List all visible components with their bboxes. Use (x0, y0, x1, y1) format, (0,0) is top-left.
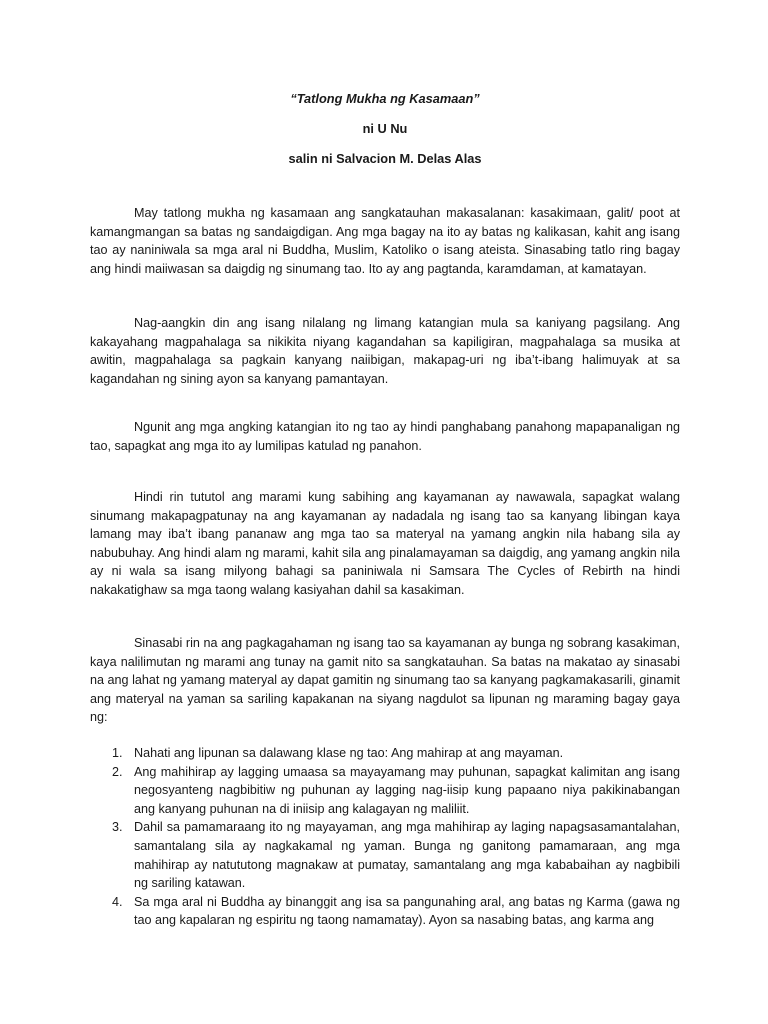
list-item (90, 818, 680, 892)
paragraph: Ngunit ang mga angking katangian ito ng tao ay hindi panghabang panahong mapapanaligan ng tao, sapagkat ang mga ito ay lumilipas katulad ng panahon. (90, 420, 680, 453)
paragraph: Sinasabi rin na ang pagkagahaman ng isang tao sa kayamanan ay bunga ng sobrang kasakiman, kaya nalilimutan ng marami ang tunay na gamit nito sa sangkatauhan. Sa batas na makatao ay sinasabi na ang lahat ng yamang materyal ay dapat gamitin ng sinumang tao sa kanyang pagkamakasarili, ginamit ang materyal na yaman sa sariling kapakanan na siyang nagdulot sa lipunan ng maraming bagay gaya ng: (90, 636, 680, 725)
list-number: 4. (112, 894, 123, 909)
paragraph: Hindi rin tututol ang marami kung sabihing ang kayamanan ay nawawala, sapagkat walang sinumang makapagpatunay na ang kayamanan ay nadadala ng isang tao sa kanyang libingan kaya lamang may iba’t ibang pananaw ang mga tao sa materyal na yamang angkin nila habang sila ay nabubuhay. Ang hindi alam ng marami, kahit sila ang pinalamayaman sa daigdig, ang yamang angkin nila ay ni wala sa isang milyong bahagi sa paniniwala ni Samsara The Cycles of Rebirth na hindi nakakatighaw sa mga taong walang kasiyahan dahil sa kasakiman. (90, 490, 680, 597)
list-number: 1. (112, 746, 123, 760)
paragraph: Nag-aangkin din ang isang nilalang ng limang katangian mula sa kaniyang pagsilang. Ang kakayahang magpahalaga sa nikikita niyang kagandahan sa kapiligiran, magpahalaga sa musika at awitin, magpahalaga sa pagkain kanyang naiibigan, makapag-uri ng iba’t-ibang halimuyak at sa kagandahan ng sining ayon sa kanyang pamantayan. (90, 316, 680, 386)
numbered-list (90, 744, 680, 930)
list-item-text: Dahil sa pamamaraang ito ng mayayaman, ang mga mahihirap ay laging napagsasamantalahan, samantalang sila ay nagkakamal ng yaman. Bunga ng ganitong pamamaraan, ang mga mahihirap ay natututong magnakaw at pumatay, samantalang ang mga kababaihan ay nagbibili ng sariling katawan. (134, 820, 680, 891)
document-title: “Tatlong Mukha ng Kasamaan” (290, 91, 480, 106)
list-item-text: Ang mahihirap ay lagging umaasa sa mayayamang may puhunan, sapagkat kalimitan ang isang negosyanteng nagbibitiw ng puhunan ay lagging nag-iisip kung papaano niya pakikinabangan ang kanyang puhunan na di iniisip ang kalagayan ng maliliit. (134, 764, 680, 816)
list-item (90, 893, 680, 930)
translator-line: salin ni Salvacion M. Delas Alas (288, 151, 482, 166)
list-item (90, 763, 680, 819)
list-item-text: Nahati ang lipunan sa dalawang klase ng tao: Ang mahirap at ang mayaman. (134, 746, 564, 760)
list-number: 3. (112, 820, 123, 835)
list-item-text: Sa mga aral ni Buddha ay binanggit ang isa sa pangunahing aral, ang batas ng Karma (gawa ng tao ang kapalaran ng espiritu ng taong namamatay). Ayon sa nasabing batas, ang karma ang (134, 894, 680, 928)
author-line: ni U Nu (362, 121, 408, 136)
list-number: 2. (112, 764, 123, 779)
list-item (90, 744, 680, 763)
paragraph: May tatlong mukha ng kasamaan ang sangkatauhan makasalanan: kasakimaan, galit/ poot at kamangmangan sa batas ng sandaigdigan. Ang mga bagay na ito ay batas ng kalikasan, kahit ang isang tao ay naniniwala sa mga aral ni Buddha, Muslim, Katoliko o isang ateista. Sinasabing tatlo ring bagay ang hindi maiiwasan sa daigdig ng sinumang tao. Ito ay ang pagtanda, karamdaman, at kamatayan. (90, 206, 680, 276)
